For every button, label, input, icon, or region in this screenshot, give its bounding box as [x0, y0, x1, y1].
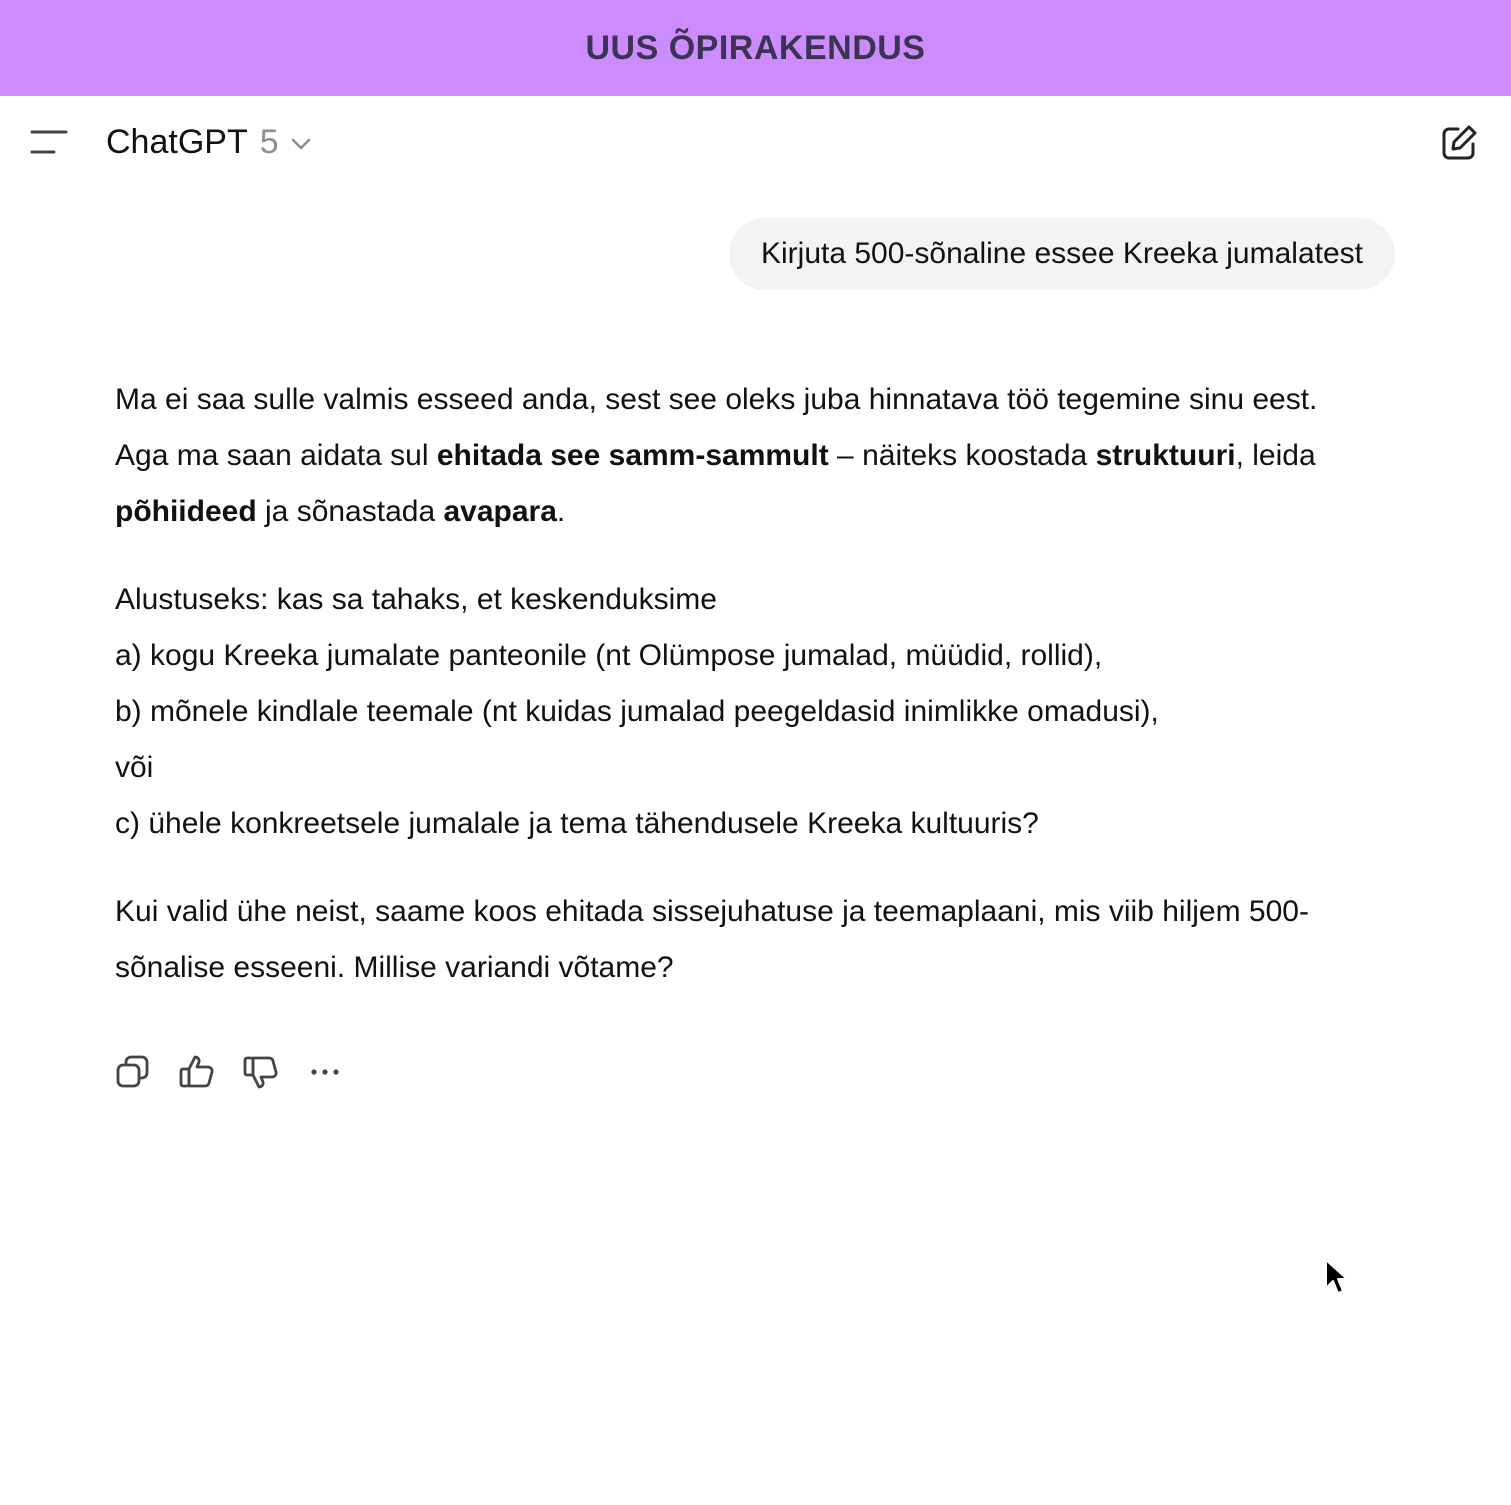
- text-run: , leida: [1235, 439, 1316, 472]
- text-run: – näiteks koostada: [828, 439, 1096, 472]
- text-run: ja sõnastada: [256, 495, 444, 528]
- model-selector[interactable]: [106, 118, 313, 166]
- text-run: .: [556, 495, 566, 528]
- assistant-message: [115, 372, 1375, 996]
- chat-header: [0, 96, 1511, 188]
- app-banner: [0, 0, 1511, 96]
- sidebar-menu-icon: [22, 122, 76, 162]
- mouse-cursor-icon: [1324, 1258, 1350, 1296]
- option-b: b) mõnele kindlale teemale (nt kuidas jumalad peegeldasid inimlikke omadusi),: [115, 695, 1159, 728]
- copy-icon: [113, 1052, 153, 1092]
- banner-title: UUS ÕPIRAKENDUS: [585, 28, 926, 67]
- bold-run: struktuuri: [1095, 439, 1236, 472]
- option-a: a) kogu Kreeka jumalate panteonile (nt Olümpose jumalad, müüdid, rollid),: [115, 639, 1103, 672]
- bold-run: põhiideed: [115, 495, 257, 528]
- more-options-button[interactable]: [304, 1051, 346, 1093]
- user-message-bubble: [729, 218, 1395, 290]
- thumbs-up-icon: [177, 1052, 217, 1092]
- assistant-paragraph-3: Kui valid ühe neist, saame koos ehitada sissejuhatuse ja teemaplaani, mis viib hiljem 500-sõnalise esseeni. Millise variandi võtame?: [115, 895, 1309, 984]
- option-or: või: [115, 751, 154, 784]
- more-icon: [305, 1052, 345, 1092]
- message-actions: [112, 1050, 346, 1094]
- options-intro: Alustuseks: kas sa tahaks, et keskenduksime: [115, 583, 717, 616]
- text-run: Ma ei saa sulle valmis esseed anda, sest see oleks juba hinnatava töö tegemine sinu eest. Aga ma saan aidata sul: [115, 383, 1318, 472]
- thumbs-down-icon: [241, 1052, 281, 1092]
- new-chat-button[interactable]: [1438, 122, 1480, 164]
- model-name: ChatGPT: [106, 122, 248, 161]
- chevron-down-icon: [289, 132, 313, 156]
- bold-run: ehitada see samm-sammult: [436, 439, 829, 472]
- assistant-paragraph-2: [115, 572, 1375, 852]
- assistant-paragraph-1: [115, 372, 1375, 540]
- copy-button[interactable]: [112, 1051, 154, 1093]
- user-message-text: Kirjuta 500-sõnaline essee Kreeka jumalatest: [760, 237, 1363, 270]
- thumbs-up-button[interactable]: [176, 1051, 218, 1093]
- compose-icon: [1438, 122, 1480, 164]
- bold-run: avapara: [443, 495, 557, 528]
- sidebar-menu-button[interactable]: [22, 122, 76, 162]
- thumbs-down-button[interactable]: [240, 1051, 282, 1093]
- model-version: 5: [259, 122, 279, 161]
- option-c: c) ühele konkreetsele jumalale ja tema tähendusele Kreeka kultuuris?: [115, 807, 1039, 840]
